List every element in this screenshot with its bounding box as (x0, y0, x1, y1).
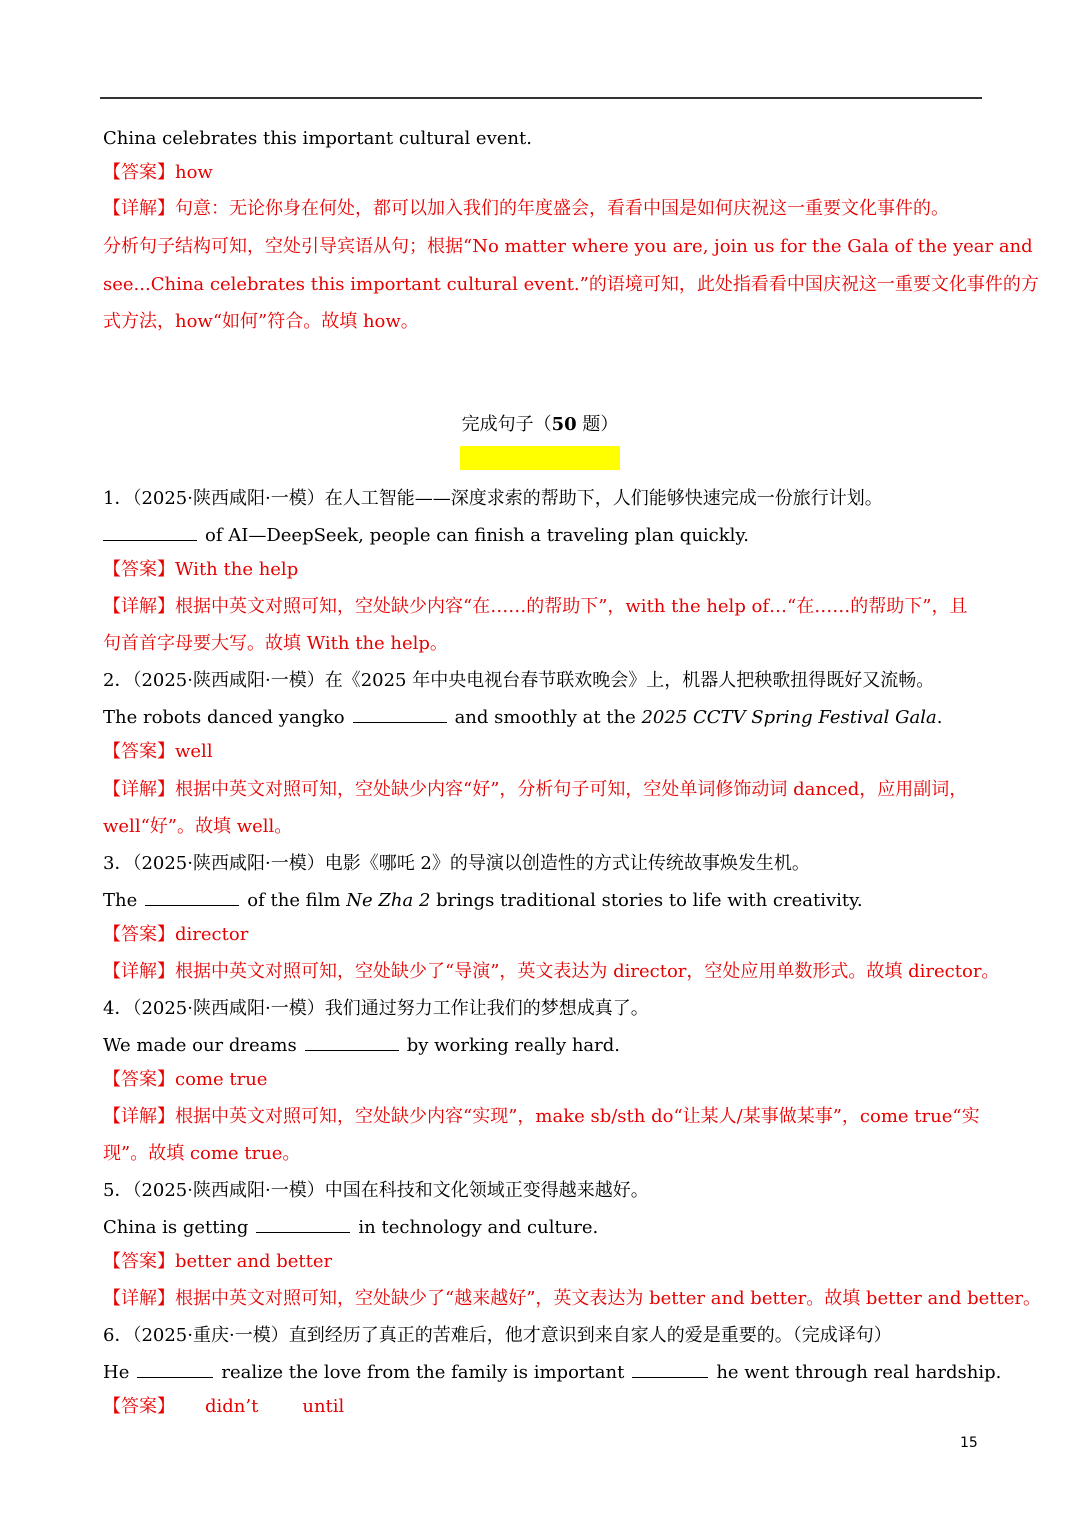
question-prompt: 2．（2025·陕西咸阳·一模）在《2025 年中央电视台春节联欢晚会》上，机器人把秧歌扭得既好又流畅。 (103, 670, 935, 691)
question-english: China is getting in technology and culture. (103, 1217, 599, 1238)
section-title: 完成句子（50 题） (461, 414, 619, 435)
answer-line: 【答案】 didn’t until (103, 1396, 345, 1417)
answer-blank[interactable] (137, 1361, 213, 1378)
question-english: The robots danced yangko and smoothly at the 2025 CCTV Spring Festival Gala. (103, 707, 943, 728)
question-english: He realize the love from the family is important he went through real hardship. (103, 1362, 1002, 1383)
answer-line: 【答案】come true (103, 1069, 268, 1090)
answer-blank[interactable] (305, 1034, 399, 1051)
answer-line: 【答案】better and better (103, 1251, 333, 1272)
detail-line: 【详解】根据中英文对照可知，空处缺少内容“在……的帮助下”，with the help of…“在……的帮助下”，且 (103, 596, 968, 617)
detail-line: 【详解】根据中英文对照可知，空处缺少了“越来越好”，英文表达为 better and better。故填 better and better。 (103, 1288, 1042, 1309)
question-prompt: 6．（2025·重庆·一模）直到经历了真正的苦难后，他才意识到来自家人的爱是重要的。（完成译句） (103, 1325, 892, 1346)
answer-line: 【答案】director (103, 924, 249, 945)
detail-line: 分析句子结构可知，空处引导宾语从句；根据“No matter where you are, join us for the Gala of the year and (103, 236, 1033, 257)
answer-line: 【答案】With the help (103, 559, 299, 580)
detail-line: 【详解】根据中英文对照可知，空处缺少内容“实现”，make sb/sth do“让某人/某事做某事”，come true“实 (103, 1106, 980, 1127)
answer-blank[interactable] (632, 1361, 708, 1378)
answer-blank[interactable] (145, 889, 239, 906)
highlight-bar (460, 446, 620, 470)
question-prompt: 4．（2025·陕西咸阳·一模）我们通过努力工作让我们的梦想成真了。 (103, 998, 649, 1019)
detail-line: see...China celebrates this important cultural event.”的语境可知，此处指看看中国庆祝这一重要文化事件的方 (103, 274, 1039, 295)
detail-line: 句首首字母要大写。故填 With the help。 (103, 633, 448, 654)
detail-line: well“好”。故填 well。 (103, 816, 293, 837)
question-english: The of the film Ne Zha 2 brings traditional stories to life with creativity. (103, 890, 863, 911)
detail-line: 现”。故填 come true。 (103, 1143, 301, 1164)
question-prompt: 5．（2025·陕西咸阳·一模）中国在科技和文化领域正变得越来越好。 (103, 1180, 649, 1201)
detail-line: 【详解】根据中英文对照可知，空处缺少内容“好”，分析句子可知，空处单词修饰动词 danced，应用副词， (103, 779, 968, 800)
question-english: of AI—DeepSeek, people can finish a traveling plan quickly. (103, 524, 749, 548)
question-prompt: 1．（2025·陕西咸阳·一模）在人工智能——深度求索的帮助下，人们能够快速完成一份旅行计划。 (103, 488, 883, 509)
page-number: 15 (960, 1435, 978, 1451)
header-rule (100, 97, 982, 99)
text-line: China celebrates this important cultural event. (103, 128, 532, 149)
answer-line: 【答案】well (103, 741, 213, 762)
answer-blank[interactable] (103, 524, 197, 541)
detail-line: 【详解】句意：无论你身在何处，都可以加入我们的年度盛会，看看中国是如何庆祝这一重要文化事件的。 (103, 198, 949, 219)
question-prompt: 3．（2025·陕西咸阳·一模）电影《哪吒 2》的导演以创造性的方式让传统故事焕发生机。 (103, 853, 810, 874)
detail-line: 【详解】根据中英文对照可知，空处缺少了“导演”，英文表达为 director，空处应用单数形式。故填 director。 (103, 961, 1000, 982)
answer-line: 【答案】how (103, 162, 213, 183)
question-english: We made our dreams by working really hard. (103, 1035, 621, 1056)
answer-blank[interactable] (256, 1216, 350, 1233)
detail-line: 式方法，how“如何”符合。故填 how。 (103, 311, 419, 332)
answer-blank[interactable] (353, 706, 447, 723)
